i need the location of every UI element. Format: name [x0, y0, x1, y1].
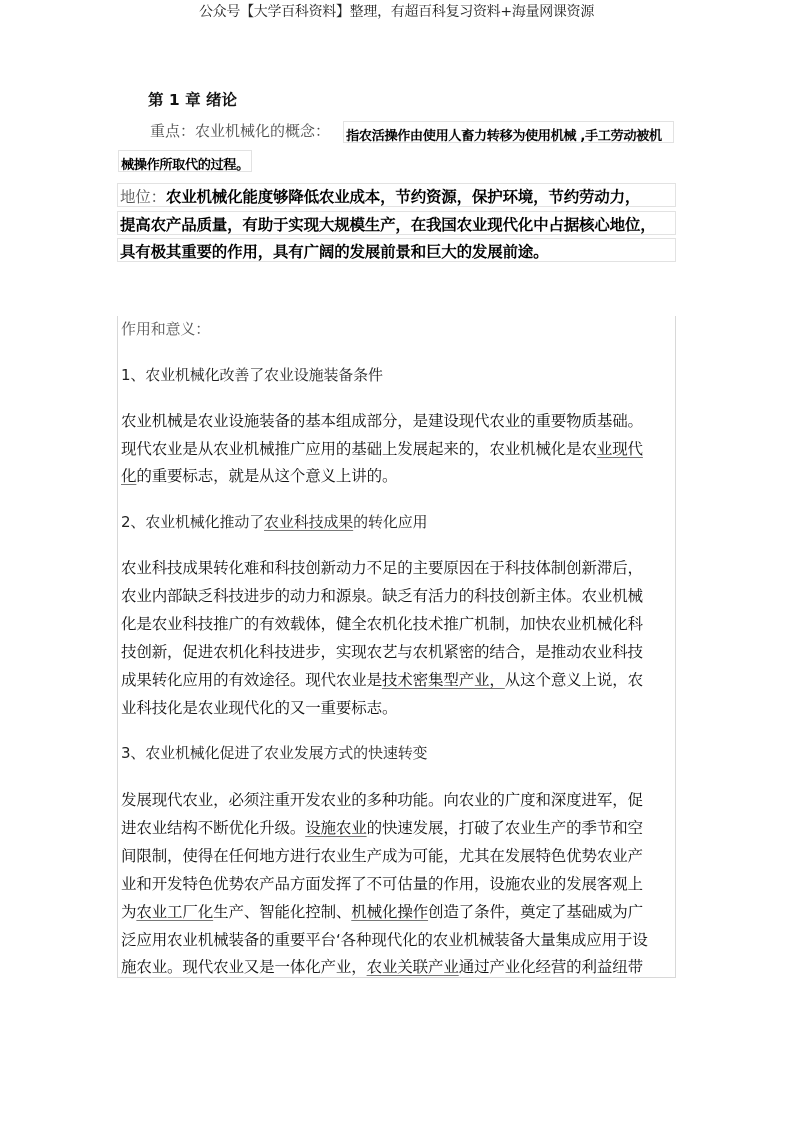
- section-2-line-3: 化是农业科技推广的有效载体，健全农机化技术推广机制，加快农业机械化科: [121, 615, 643, 633]
- underlined-term: 农业科技成果: [264, 513, 354, 531]
- underlined-term: 化: [121, 467, 137, 485]
- text: 创造了条件，奠定了基础威为广: [428, 903, 643, 921]
- text: 为: [121, 903, 137, 921]
- underlined-term: 农业工厂化: [136, 903, 214, 921]
- section-3-heading: 3、农业机械化促进了农业发展方式的快速转变: [121, 744, 428, 762]
- section-3-line-5: [121, 900, 643, 922]
- status-line-3: 具有极其重要的作用，具有广阔的发展前景和巨大的发展前途。: [117, 238, 676, 262]
- header-banner: 公众号【大学百科资料】整理，有超百科复习资料+海量网课资源: [198, 4, 595, 20]
- text: 现代农业是从农业机械推广应用的基础上发展起来的，农业机械化是农: [121, 440, 597, 458]
- section-1-line-1: 农业机械是农业设施装备的基本组成部分，是建设现代农业的重要物质基础。: [121, 412, 643, 430]
- key-point-label: [150, 120, 330, 141]
- text: 的重要标志，就是从这个意义上讲的。: [136, 467, 398, 485]
- significance-title: 作用和意义：: [121, 320, 211, 338]
- section-1-line-3: [121, 464, 397, 486]
- text: 成果转化应用的有效途径。现代农业是: [121, 671, 382, 689]
- text: 的快速发展，打破了农业生产的季节和空: [366, 819, 643, 837]
- section-3-line-7: [121, 955, 643, 977]
- key-point-definition-line2: 械操作所取代的过程。: [118, 150, 252, 172]
- underlined-term: 设施农业: [305, 819, 367, 837]
- significance-section: [117, 316, 676, 978]
- section-3-line-6: 泛应用农业机械装备的重要平台‘各种现代化的农业机械装备大量集成应用于设: [121, 931, 648, 949]
- status-text-1: 农业机械化能度够降低农业成本，节约资源，保护环境，节约劳动力，: [165, 188, 641, 206]
- chapter-title: 第 1 章 绪论: [148, 91, 237, 109]
- text: 的转化应用: [353, 513, 428, 531]
- key-point-label-text: 重点：农业机械化的概念：: [150, 122, 331, 140]
- section-3-line-4: 业和开发特色优势农产品方面发挥了不可估量的作用，设施农业的发展客观上: [121, 875, 643, 893]
- text: 施农业。现代农业又是一体化产业，: [121, 958, 367, 976]
- section-2-line-2: 农业内部缺乏科技进步的动力和源泉。缺乏有活力的科技创新主体。农业机械: [121, 587, 643, 605]
- section-3-line-3: 间限制，使得在任何地方进行农业生产成为可能，尤其在发展特色优势农业产: [121, 847, 643, 865]
- section-1-line-2: [121, 437, 643, 459]
- status-line-2: 提高农产品质量，有助于实现大规模生产，在我国农业现代化中占据核心地位，: [117, 211, 676, 235]
- text: 生产、智能化控制、: [213, 903, 352, 921]
- section-2-line-5: [121, 668, 643, 690]
- underlined-term: 机械化操作: [351, 903, 429, 921]
- text: 从这个意义上说，农: [504, 671, 643, 689]
- section-3-line-2: [121, 816, 643, 838]
- section-3-line-1: 发展现代农业，必须注重开发农业的多种功能。向农业的广度和深度进军，促: [121, 791, 643, 809]
- underlined-term: 业现代: [596, 440, 643, 458]
- section-2-line-6: 业科技化是农业现代化的又一重要标志。: [121, 699, 398, 717]
- text: 通过产业化经营的利益纽带: [458, 958, 643, 976]
- text: 进农业结构不断优化升级。: [121, 819, 306, 837]
- section-1-heading: 1、农业机械化改善了农业设施装备条件: [121, 366, 383, 384]
- section-2-heading: [121, 511, 427, 532]
- section-2-line-1: 农业科技成果转化难和科技创新动力不足的主要原因在于科技体制创新滞后，: [121, 559, 643, 577]
- status-line-1: [117, 183, 676, 207]
- underlined-term: 技术密集型产业，: [381, 671, 505, 689]
- text: 2、农业机械化推动了: [121, 513, 265, 531]
- underlined-term: 农业关联产业: [366, 958, 459, 976]
- status-label: 地位：: [120, 188, 166, 206]
- section-2-line-4: 技创新，促进农机化科技进步，实现农艺与农机紧密的结合，是推动农业科技: [121, 643, 643, 661]
- key-point-definition-line1: 指农活操作由使用人畜力转移为使用机械 ,手工劳动被机: [343, 121, 674, 143]
